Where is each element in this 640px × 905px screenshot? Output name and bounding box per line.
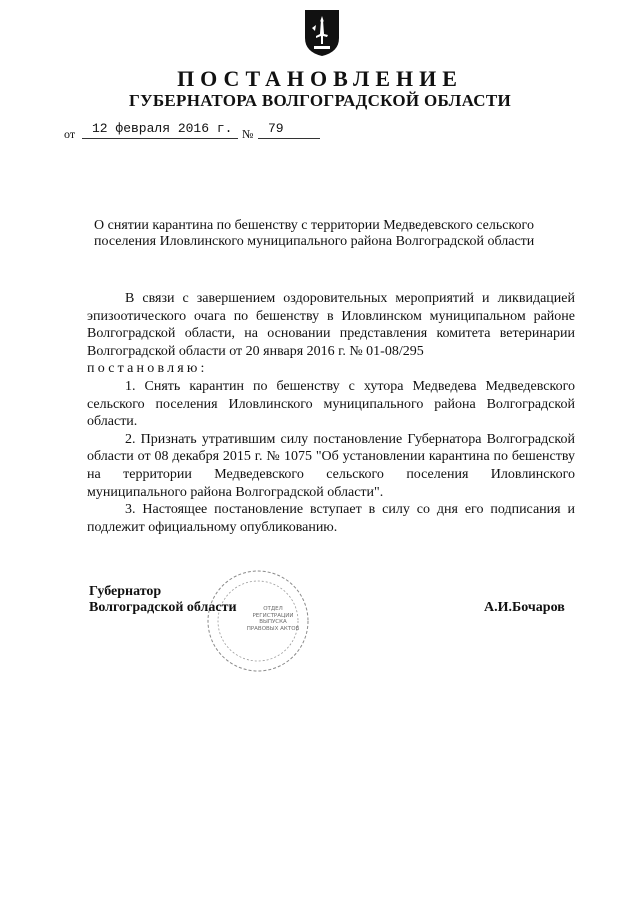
number-underline [258, 138, 320, 139]
document-number: 79 [268, 121, 284, 136]
decree-word: постановляю: [87, 361, 208, 377]
document-body [87, 290, 575, 536]
stamp-line: ПРАВОВЫХ АКТОВ [246, 625, 300, 632]
heading-line: поселения Иловлинского муниципального района Волгоградской области [94, 234, 535, 249]
document-subtitle: ГУБЕРНАТОРА ВОЛГОГРАДСКОЙ ОБЛАСТИ [128, 91, 512, 110]
signer-position-line: Волгоградской области [89, 600, 237, 615]
heading-line: О снятии карантина по бешенству с территории Медведевского сельского [94, 218, 534, 233]
item-paragraph: 1. Снять карантин по бешенству с хутора Медведева Медведевского сельского поселения Иловлинского муниципального района Волгоградской области. [87, 378, 575, 430]
stamp-line: ОТДЕЛ [263, 606, 283, 612]
signer-position-line: Губернатор [89, 584, 162, 599]
document-date: 12 февраля 2016 г. [92, 121, 233, 136]
signer-position [89, 584, 237, 616]
signer-name: А.И.Бочаров [484, 600, 565, 615]
document-title: ПОСТАНОВЛЕНИЕ [177, 66, 463, 91]
date-number-line [64, 121, 364, 144]
intro-paragraph: В связи с завершением оздоровительных мероприятий и ликвидацией эпизоотического очага по бешенству в Иловлинском муниципальном районе Волгоградской области, на основании представления комитета ветеринарии Волгоградской области от 20 января 2016 г. № 01-08/295 [87, 291, 575, 359]
stamp-text [238, 606, 308, 632]
document-heading [94, 218, 584, 250]
item-paragraph: 3. Настоящее постановление вступает в силу со дня его подписания и подлежит официальному опубликованию. [87, 502, 575, 535]
coat-of-arms-icon [303, 8, 341, 58]
date-prefix-label: от [64, 127, 76, 141]
item-paragraph: 2. Признать утратившим силу постановление Губернатора Волгоградской области от 08 декабря 2015 г. № 1075 "Об установлении карантина по бешенству на территории Медведевского сельского поселения Иловлинского муниципального района Волгоградской области". [87, 431, 575, 500]
number-label: № [242, 127, 254, 141]
stamp-line: РЕГИСТРАЦИИ ВЫПУСКА [252, 612, 294, 625]
date-underline [82, 138, 238, 139]
